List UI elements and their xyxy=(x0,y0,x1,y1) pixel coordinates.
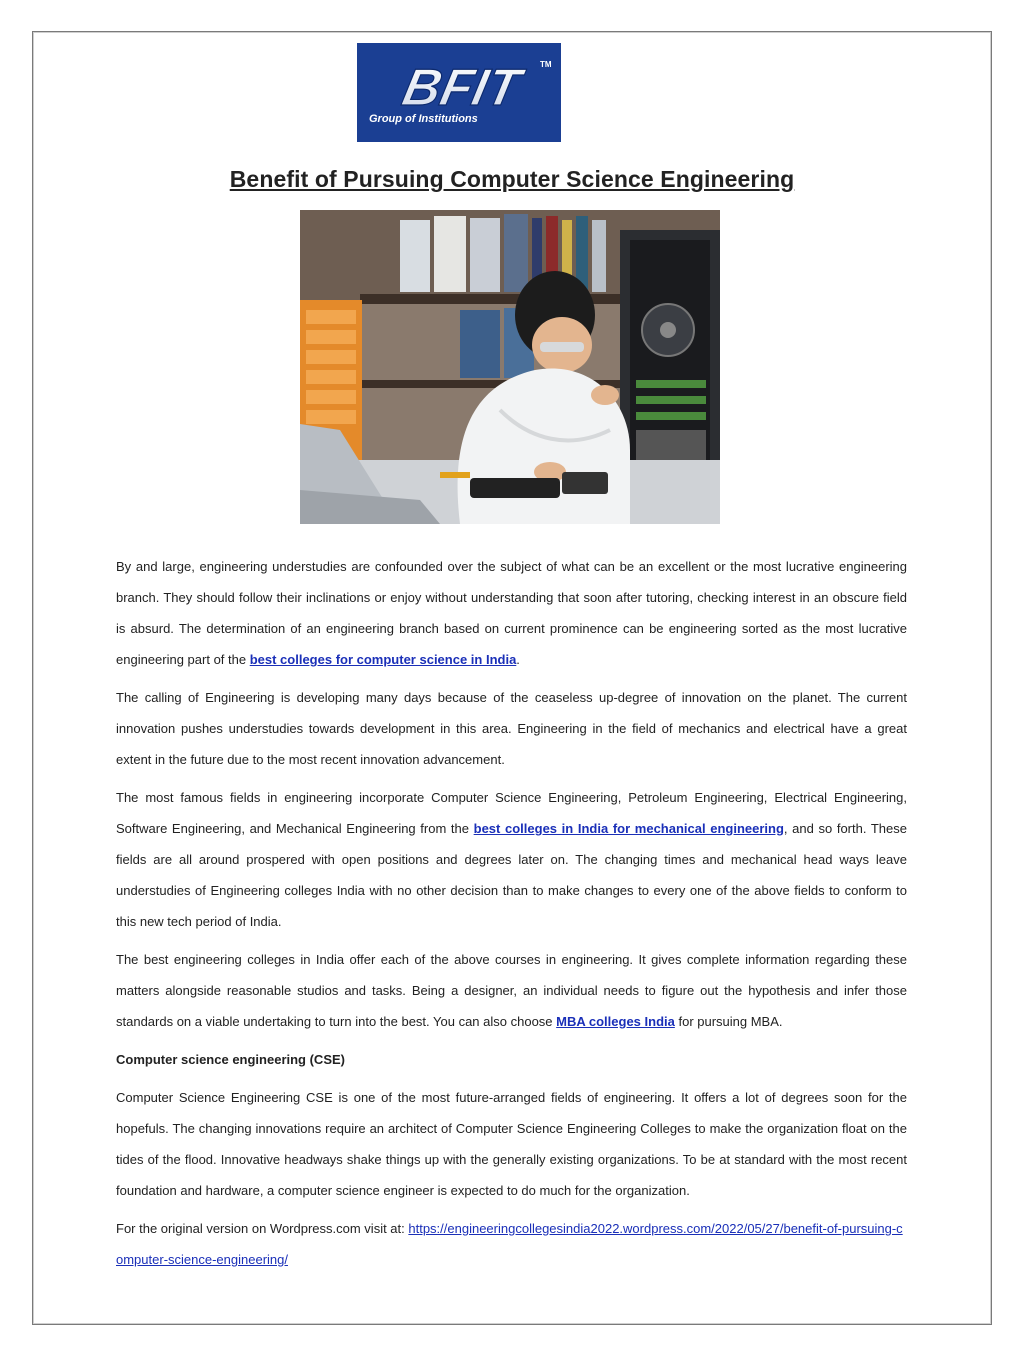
engineer-repairing-computer-photo xyxy=(300,210,720,524)
paragraph-4-text: The best engineering colleges in India offer each of the above courses in engineering. It gives complete information regarding these matters alongside reasonable studios and tasks. Being a designer, an individual needs to figure out the hypothesis and infer those standards on a viable undertaking to turn into the best. You can also choose xyxy=(116,952,907,1029)
paragraph-1-text: By and large, engineering understudies are confounded over the subject of what can be an excellent or the most lucrative engineering branch. They should follow their inclinations or enjoy without understanding that soon after tutoring, checking interest in an obscure field is absurd. The determination of an engineering branch based on current prominence can be engineering sorted as the most lucrative engineering part of the xyxy=(116,559,907,667)
bfit-logo xyxy=(357,43,561,142)
paragraph-4 xyxy=(116,944,907,1037)
link-best-colleges-computer-science[interactable]: best colleges for computer science in India xyxy=(249,652,517,667)
link-mba-colleges-india[interactable]: MBA colleges India xyxy=(556,1014,675,1029)
paragraph-3-after: , and so forth. These fields are all around prospered with open positions and degrees later on. The changing times and mechanical head ways leave understudies of Engineering colleges India with no other decision than to make changes to every one of the above fields to conform to this new tech period of India. xyxy=(116,821,907,929)
paragraph-1 xyxy=(116,551,907,675)
logo-tm: TM xyxy=(540,60,552,69)
link-best-colleges-mechanical[interactable]: best colleges in India for mechanical engineering xyxy=(473,821,784,836)
section-heading-cse: Computer science engineering (CSE) xyxy=(116,1052,345,1067)
paragraph-3 xyxy=(116,782,907,937)
page-title: Benefit of Pursuing Computer Science Engineering xyxy=(229,166,795,192)
paragraph-4-after: for pursuing MBA. xyxy=(674,1014,783,1029)
link-original-wordpress[interactable]: https://engineeringcollegesindia2022.wordpress.com/2022/05/27/benefit-of-pursuing-computer-science-engineering/ xyxy=(116,1221,903,1267)
paragraph-6 xyxy=(116,1213,907,1275)
paragraph-5: Computer Science Engineering CSE is one of the most future-arranged fields of engineering. It offers a lot of degrees soon for the hopefuls. The changing innovations require an architect of Computer Science Engineering Colleges to make the organization float on the tides of the flood. Innovative headways shake things up with the generally existing organizations. To be at standard with the most recent foundation and hardware, a computer science engineer is expected to do much for the organization. xyxy=(116,1090,907,1198)
article-body xyxy=(116,551,907,1282)
logo-subtitle: Group of Institutions xyxy=(369,113,478,125)
paragraph-3-text: The most famous fields in engineering incorporate Computer Science Engineering, Petroleum Engineering, Electrical Engineering, Software Engineering, and Mechanical Engineering from the xyxy=(116,790,907,836)
paragraph-1-after: . xyxy=(516,652,520,667)
logo-wordmark: BFIT xyxy=(397,58,526,117)
paragraph-6-text: For the original version on Wordpress.com visit at: xyxy=(116,1221,409,1236)
paragraph-2: The calling of Engineering is developing many days because of the ceaseless up-degree of innovation on the planet. The current innovation pushes understudies towards development in this area. Engineering in the field of mechanics and electrical have a great extent in the future due to the most recent innovation advancement. xyxy=(116,690,907,767)
